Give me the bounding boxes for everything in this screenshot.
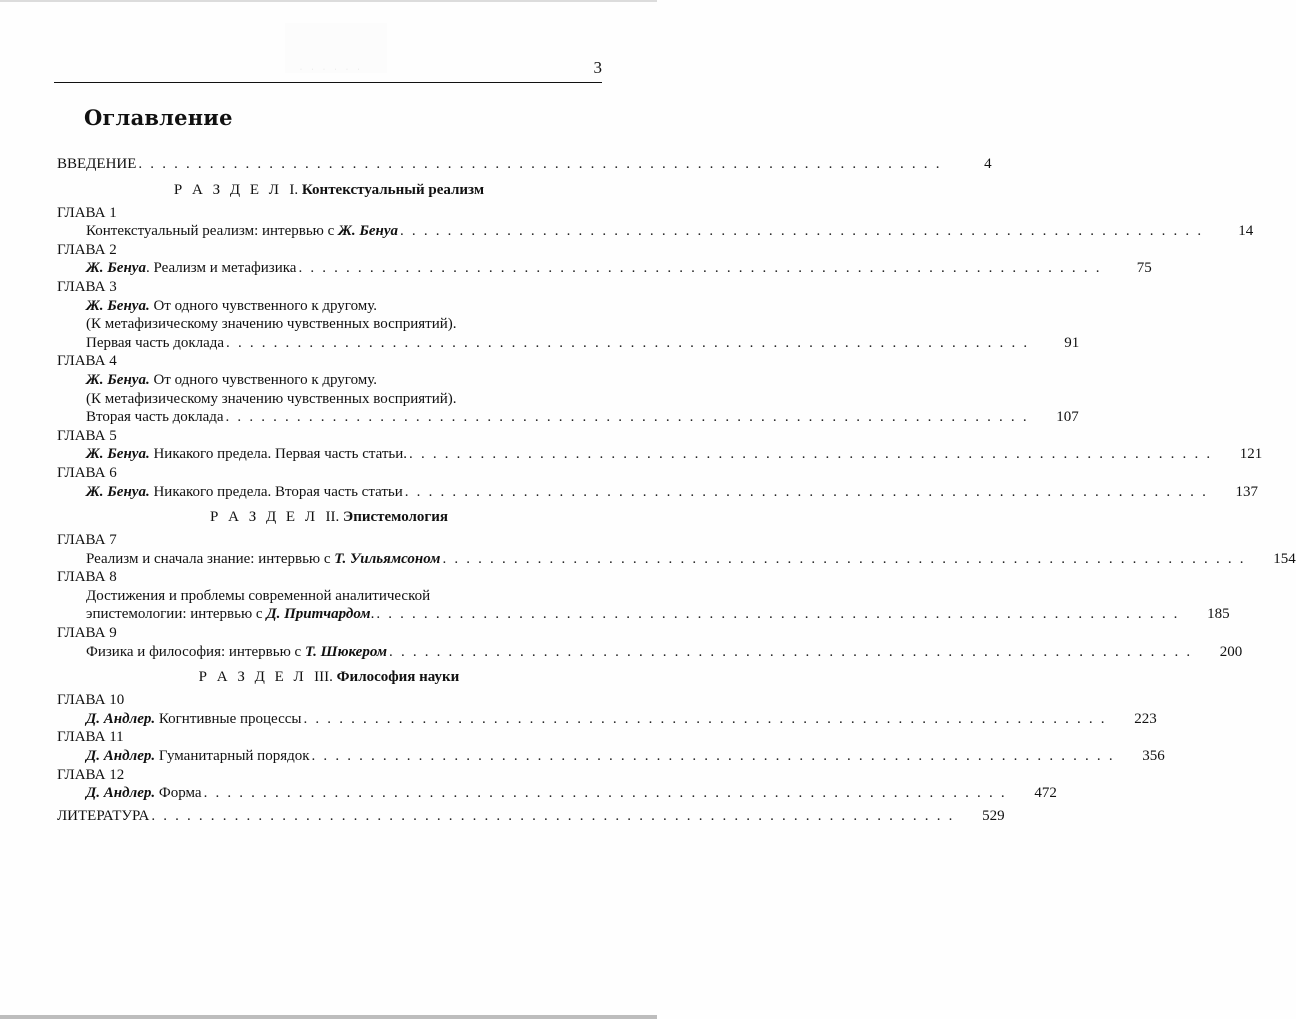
chapter-label: ГЛАВА 5 (57, 427, 117, 444)
entry-text (86, 259, 296, 278)
leader-dots: . . . . . . . . . . . . . . . . . . . . . . . . . . . . . . . . . . . . . . . . . . . . . . . . . . . . . . . . . . . . . . . . . . . . (303, 710, 1107, 727)
toc-entry-line[interactable] (57, 784, 1057, 803)
toc-entry-line[interactable] (57, 550, 1296, 569)
entry-label: ВВЕДЕНИЕ (57, 156, 137, 172)
toc-entry-bibliography[interactable] (57, 807, 1005, 826)
chapter-label-row (57, 691, 601, 710)
entry-author: Д. Андлер. (86, 748, 156, 765)
chapter-label-row (57, 624, 601, 643)
entry-text-pre: Первая часть доклада (86, 334, 225, 351)
running-header-faint: · · · · · · (300, 67, 364, 73)
entry-author: Т. Уильямсоном (334, 550, 441, 567)
section-numeral: I. (289, 181, 299, 198)
entry-text-pre: Физика и философия: интервью с (86, 643, 305, 660)
entry-page: 356 (1142, 748, 1165, 765)
entry-author: Ж. Бенуа. (86, 371, 150, 388)
section-name: Эпистемология (343, 509, 448, 526)
entry-author: Д. Притчардом (266, 606, 371, 623)
entry-text-pre: (К метафизическому значению чувственных восприятий). (86, 316, 457, 333)
page-bottom-edge (0, 1015, 657, 1019)
entry-text (86, 390, 457, 409)
entry-text (86, 334, 224, 353)
leader-dots: . . . . . . . . . . . . . . . . . . . . . . . . . . . . . . . . . . . . . . . . . . . . . . . . . . . . . . . . . . . . . . . . . . . . (151, 807, 955, 824)
entry-text-post: От одного чувственного к другому. (149, 297, 378, 314)
chapter-label: ГЛАВА 12 (57, 766, 125, 783)
chapter-label-row (57, 427, 601, 446)
entry-text (86, 747, 310, 766)
toc-entry-line[interactable] (57, 445, 1263, 464)
entry-page: 137 (1235, 483, 1259, 500)
entry-author: Т. Шюкером (304, 643, 388, 660)
entry-page: 223 (1134, 710, 1157, 727)
toc-entry-line[interactable] (57, 408, 1079, 427)
chapter-label: ГЛАВА 9 (57, 625, 117, 642)
toc-title: Оглавление (84, 105, 233, 130)
leader-dots: . . . . . . . . . . . . . . . . . . . . . . . . . . . . . . . . . . . . . . . . . . . . . . . . . . . . . . . . . . . . . . . . . . . . (225, 409, 1029, 426)
leader-dots: . . . . . . . . . . . . . . . . . . . . . . . . . . . . . . . . . . . . . . . . . . . . . . . . . . . . . . . . . . . . . . . . . . . . (442, 550, 1246, 567)
table-of-contents (57, 155, 1296, 825)
header-rule (54, 82, 602, 83)
entry-text (86, 315, 457, 334)
entry-page: 107 (1056, 409, 1079, 426)
entry-page: 121 (1239, 446, 1263, 463)
chapter-label-row (57, 464, 601, 483)
chapter-label: ГЛАВА 6 (57, 464, 117, 481)
entry-text-post: Никакого предела. Вторая часть статьи (149, 483, 403, 500)
entry-page: 200 (1219, 643, 1243, 660)
section-numeral: III. (314, 669, 333, 686)
toc-entry-line[interactable] (57, 643, 1243, 662)
chapter-label: ГЛАВА 10 (57, 692, 125, 709)
entry-page: 4 (984, 156, 992, 172)
entry-text (86, 605, 374, 624)
section-name: Контекстуальный реализм (301, 181, 485, 198)
section-heading (57, 507, 601, 527)
toc-entry-line (57, 390, 601, 409)
entry-text-post: Форма (155, 785, 202, 802)
leader-dots: . . . . . . . . . . . . . . . . . . . . . . . . . . . . . . . . . . . . . . . . . . . . . . . . . . . . . . . . . . . . . . . . . . . . (409, 446, 1213, 463)
leader-dots: . . . . . . . . . . . . . . . . . . . . . . . . . . . . . . . . . . . . . . . . . . . . . . . . . . . . . . . . . . . . . . . . . . . . (138, 156, 942, 172)
leader-dots: . . . . . . . . . . . . . . . . . . . . . . . . . . . . . . . . . . . . . . . . . . . . . . . . . . . . . . . . . . . . . . . . . . . . (376, 606, 1180, 623)
entry-text (86, 408, 224, 427)
chapter-label-row (57, 766, 601, 785)
toc-entry-line[interactable] (57, 605, 1230, 624)
toc-entry-line[interactable] (57, 334, 1080, 353)
chapter-label: ГЛАВА 7 (57, 532, 117, 549)
section-heading (57, 180, 601, 200)
entry-text-post: Гуманитарный порядок (155, 748, 310, 765)
toc-entry-line[interactable] (57, 222, 1254, 241)
leader-dots: . . . . . . . . . . . . . . . . . . . . . . . . . . . . . . . . . . . . . . . . . . . . . . . . . . . . . . . . . . . . . . . . . . . . (400, 223, 1204, 240)
running-header-blank (285, 23, 387, 73)
section-label: Р А З Д Е Л (198, 669, 307, 686)
leader-dots: . . . . . . . . . . . . . . . . . . . . . . . . . . . . . . . . . . . . . . . . . . . . . . . . . . . . . . . . . . . . . . . . . . . . (311, 748, 1115, 765)
chapter-label: ГЛАВА 2 (57, 241, 117, 258)
toc-entry-line (57, 315, 601, 334)
section-label: Р А З Д Е Л (173, 181, 282, 198)
chapter-label: ГЛАВА 8 (57, 569, 117, 586)
toc-entry-line[interactable] (57, 259, 1152, 278)
entry-text-post: . (370, 606, 375, 623)
leader-dots: . . . . . . . . . . . . . . . . . . . . . . . . . . . . . . . . . . . . . . . . . . . . . . . . . . . . . . . . . . . . . . . . . . . . (389, 643, 1193, 660)
chapter-label: ГЛАВА 11 (57, 729, 124, 746)
section-heading (57, 667, 601, 687)
entry-text (86, 784, 202, 803)
entry-text-pre: эпистемологии: интервью с (86, 606, 267, 623)
entry-page: 91 (1064, 334, 1080, 351)
entry-text-pre: Реализм и сначала знание: интервью с (86, 550, 335, 567)
entry-author: Д. Андлер. (86, 785, 156, 802)
entry-text-post: Когнтивные процессы (155, 710, 302, 727)
entry-author: Д. Андлер. (86, 710, 156, 727)
entry-label: ЛИТЕРАТУРА (57, 807, 150, 824)
page-top-edge (0, 0, 657, 2)
section-numeral: II. (325, 509, 340, 526)
chapter-label-row (57, 352, 601, 371)
toc-entry-line[interactable] (57, 747, 1165, 766)
chapter-label-row (57, 531, 601, 550)
toc-entry-line (57, 587, 601, 606)
entry-text-post: От одного чувственного к другому. (149, 371, 378, 388)
entry-text (86, 587, 430, 606)
leader-dots: . . . . . . . . . . . . . . . . . . . . . . . . . . . . . . . . . . . . . . . . . . . . . . . . . . . . . . . . . . . . . . . . . . . . (404, 483, 1209, 500)
entry-author: Ж. Бенуа (338, 223, 399, 240)
chapter-label: ГЛАВА 4 (57, 353, 117, 370)
entry-author: Ж. Бенуа. (86, 297, 150, 314)
entry-text (86, 710, 302, 729)
chapter-label-row (57, 728, 601, 747)
toc-entry-line[interactable] (57, 710, 1157, 729)
entry-text-post: Никакого предела. Первая часть статьи. (149, 446, 408, 463)
entry-text-pre: (К метафизическому значению чувственных восприятий). (86, 390, 457, 407)
entry-author: Ж. Бенуа (86, 260, 146, 277)
chapter-label: ГЛАВА 1 (57, 204, 117, 221)
entry-author: Ж. Бенуа. (86, 446, 150, 463)
entry-text (86, 371, 377, 390)
entry-text-pre: Контекстуальный реализм: интервью с (86, 223, 339, 240)
entry-author: Ж. Бенуа. (86, 483, 150, 500)
page-number: 3 (593, 58, 602, 77)
entry-text (86, 297, 377, 316)
leader-dots: . . . . . . . . . . . . . . . . . . . . . . . . . . . . . . . . . . . . . . . . . . . . . . . . . . . . . . . . . . . . . . . . . . . . (203, 785, 1007, 802)
entry-text (86, 445, 407, 464)
toc-entry-line (57, 371, 601, 390)
entry-text (86, 222, 398, 241)
entry-text-pre: Вторая часть доклада (86, 409, 224, 426)
entry-text (86, 483, 403, 502)
entry-page: 529 (982, 807, 1005, 824)
entry-page: 14 (1238, 223, 1254, 240)
entry-page: 472 (1034, 785, 1057, 802)
entry-page: 185 (1207, 606, 1230, 623)
toc-entry-intro[interactable] (57, 155, 992, 174)
toc-entry-line[interactable] (57, 483, 1259, 502)
entry-text-pre: Достижения и проблемы современной аналитической (86, 587, 431, 604)
chapter-label-row (57, 278, 601, 297)
leader-dots: . . . . . . . . . . . . . . . . . . . . . . . . . . . . . . . . . . . . . . . . . . . . . . . . . . . . . . . . . . . . . . . . . . . . (226, 334, 1030, 351)
chapter-label-row (57, 241, 601, 260)
entry-text-post: . Реализм и метафизика (145, 260, 297, 277)
chapter-label-row (57, 204, 601, 223)
section-label: Р А З Д Е Л (210, 509, 319, 526)
entry-text (86, 550, 440, 569)
section-name: Философия науки (336, 669, 460, 686)
chapter-label-row (57, 568, 601, 587)
entry-text (86, 643, 387, 662)
leader-dots: . . . . . . . . . . . . . . . . . . . . . . . . . . . . . . . . . . . . . . . . . . . . . . . . . . . . . . . . . . . . . . . . . . . . (298, 260, 1102, 277)
toc-entry-line (57, 297, 601, 316)
entry-page: 75 (1136, 260, 1152, 277)
chapter-label: ГЛАВА 3 (57, 278, 117, 295)
entry-page: 154 (1273, 550, 1296, 567)
